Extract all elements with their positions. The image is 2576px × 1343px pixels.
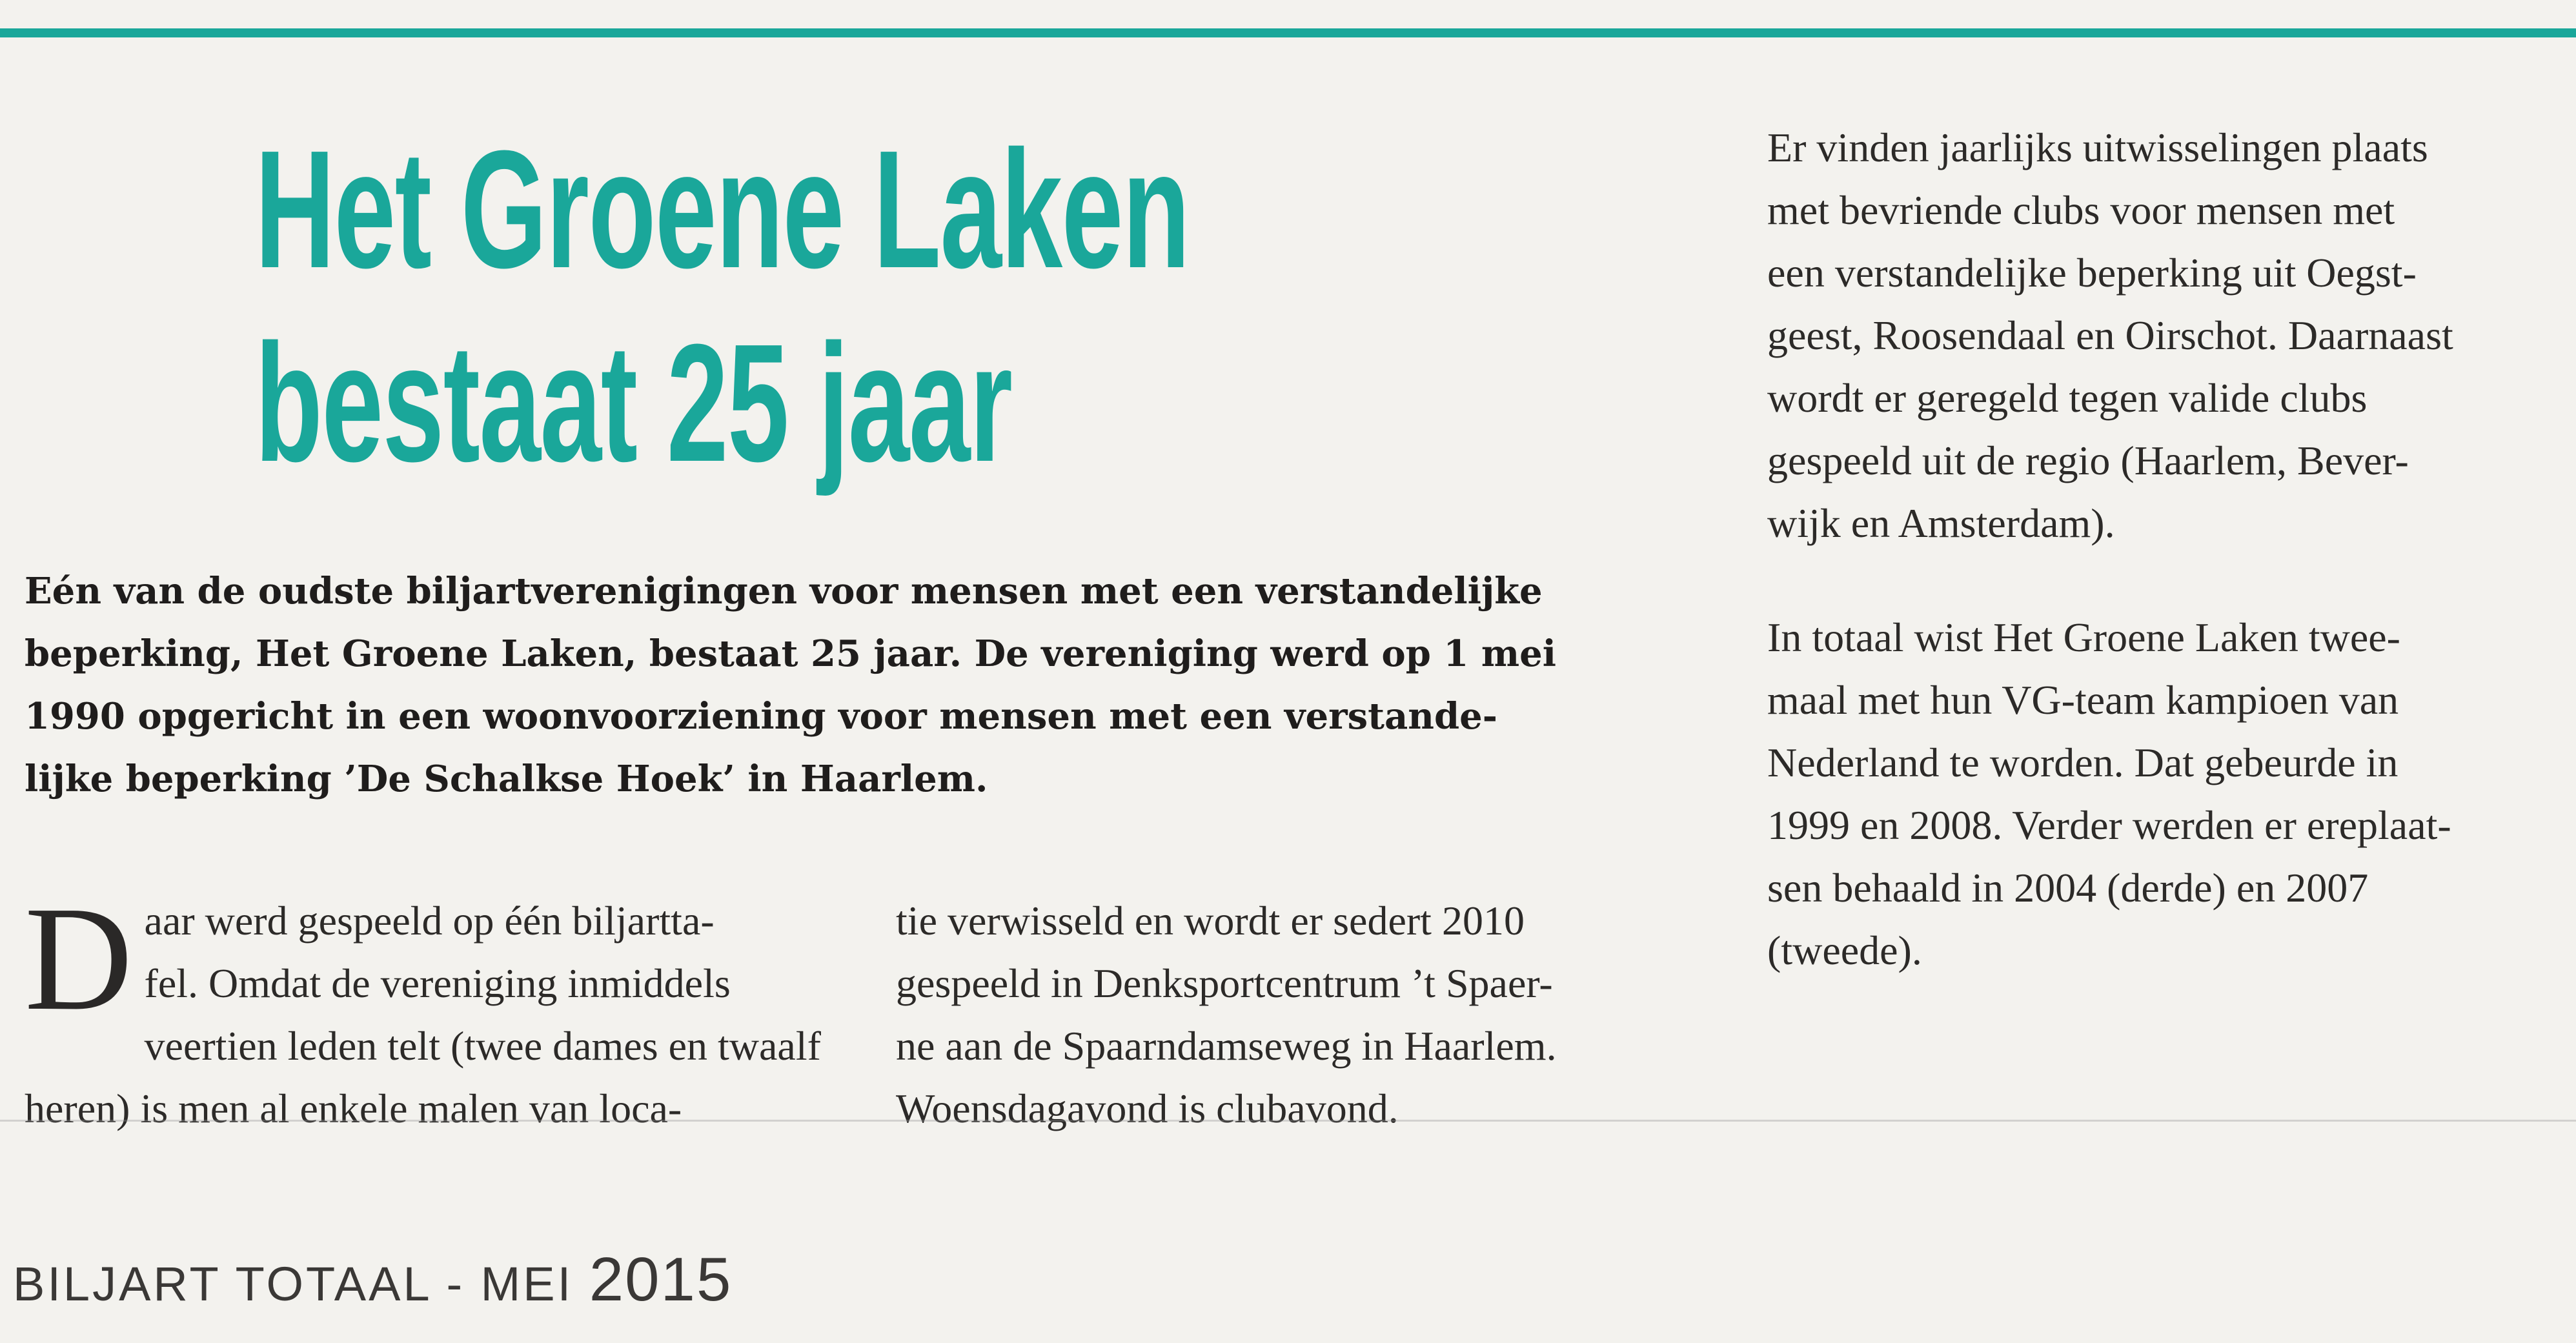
paragraph-championships: [1767, 606, 2561, 982]
headline-line-2: bestaat 25 jaar: [255, 310, 1012, 497]
body-line: ne aan de Spaarndamseweg in Haarlem.: [896, 1023, 1557, 1069]
body-line: maal met hun VG-team kampioen van: [1767, 677, 2399, 723]
paragraph-gap: [1767, 554, 2561, 606]
body-line: 1999 en 2008. Verder werden er ereplaat-: [1767, 802, 2451, 848]
paragraph-exchanges: [1767, 116, 2561, 554]
body-line: tie verwisseld en wordt er sedert 2010: [896, 898, 1525, 944]
body-line: (tweede).: [1767, 927, 1922, 973]
intro-line: 1990 opgericht in een woonvoorziening voor mensen met een verstande-: [25, 695, 1497, 738]
body-line: veertien leden telt (twee dames en twaalf: [144, 1023, 821, 1069]
body-line: met bevriende clubs voor mensen met: [1767, 187, 2395, 233]
intro-line: Eén van de oudste biljartverenigingen voor mensen met een verstandelijke: [25, 570, 1543, 612]
footer-publication: BILJART TOTAAL - MEI: [13, 1257, 574, 1311]
drop-cap: D: [25, 876, 133, 1042]
page-footer: [13, 1244, 732, 1315]
body-line: Woensdagavond is clubavond.: [896, 1086, 1399, 1131]
intro-line: lijke beperking ’De Schalkse Hoek’ in Haarlem.: [25, 758, 988, 800]
body-column-3: [1767, 116, 2561, 982]
intro-line: beperking, Het Groene Laken, bestaat 25 jaar. De vereniging werd op 1 mei: [25, 632, 1556, 675]
body-line: gespeeld uit de regio (Haarlem, Bever-: [1767, 438, 2409, 483]
body-line: gespeeld in Denksportcentrum ’t Spaer-: [896, 960, 1553, 1006]
headline-line-1: Het Groene Laken: [255, 116, 1190, 303]
body-line: aar werd gespeeld op één biljartta-: [144, 898, 715, 944]
article-intro: [25, 560, 1677, 811]
body-line: wordt er geregeld tegen valide clubs: [1767, 375, 2368, 421]
top-accent-rule: [0, 28, 2576, 37]
bottom-divider: [0, 1120, 2576, 1122]
footer-year: 2015: [589, 1245, 733, 1314]
body-line: sen behaald in 2004 (derde) en 2007: [1767, 865, 2369, 911]
body-line: In totaal wist Het Groene Laken twee-: [1767, 614, 2400, 660]
body-line: heren) is men al enkele malen van loca-: [25, 1086, 682, 1131]
body-column-1: [25, 876, 825, 1140]
article-headline: [255, 113, 1190, 500]
body-line: wijk en Amsterdam).: [1767, 500, 2115, 546]
body-line: fel. Omdat de vereniging inmiddels: [144, 960, 731, 1006]
body-column-2: [896, 889, 1696, 1140]
body-line: een verstandelijke beperking uit Oegst-: [1767, 250, 2417, 296]
body-line: Er vinden jaarlijks uitwisselingen plaats: [1767, 125, 2428, 170]
body-line: Nederland te worden. Dat gebeurde in: [1767, 740, 2399, 785]
body-line: geest, Roosendaal en Oirschot. Daarnaast: [1767, 312, 2453, 358]
